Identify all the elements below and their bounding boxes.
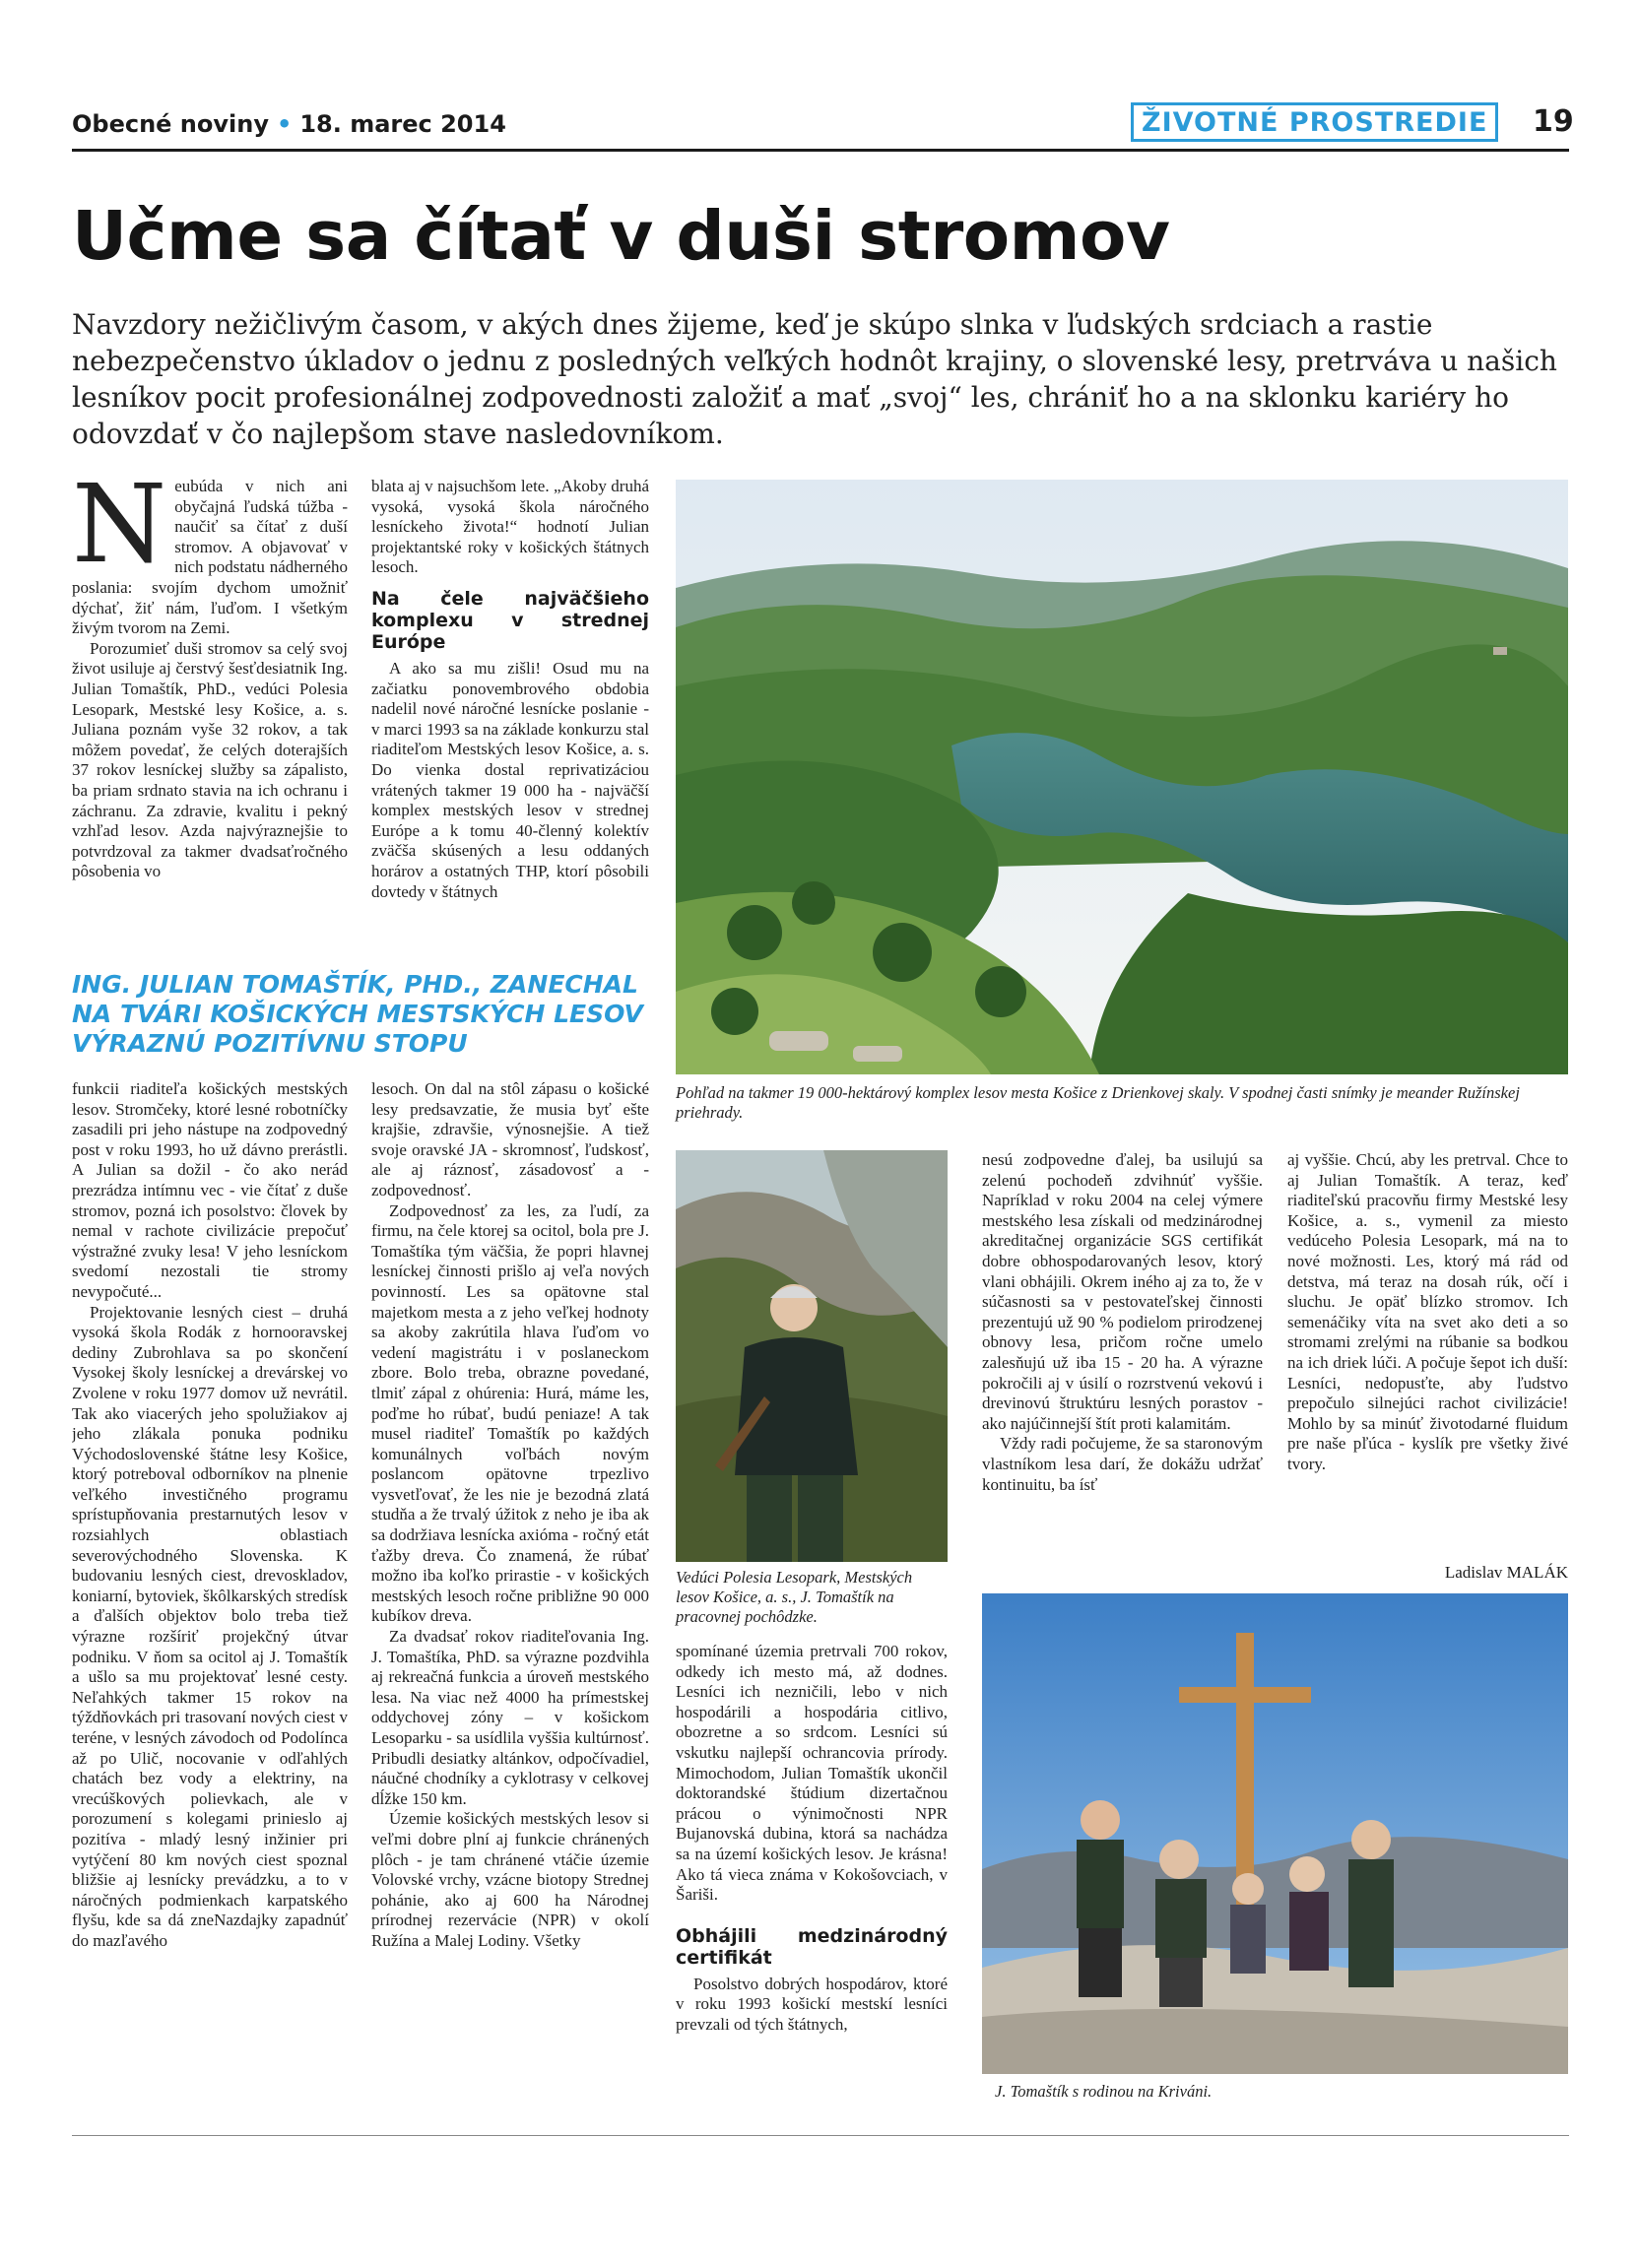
col5-subheading: Obhájili medzinárodný certifikát: [676, 1924, 948, 1969]
forester-photo: [676, 1150, 948, 1562]
author-signature: Ladislav MALÁK: [1444, 1563, 1568, 1582]
column-3: [72, 1079, 348, 2128]
column-6: [982, 1150, 1263, 1584]
publication-name: Obecné noviny: [72, 110, 269, 138]
section-label: ŽIVOTNÉ PROSTREDIE: [1131, 102, 1498, 142]
separator-dot: •: [276, 110, 293, 138]
forest-lake-image: [676, 480, 1568, 1074]
col7-paragraph-1: aj vyššie. Chcú, aby les pretrval. Chce to aj Julian Tomaštík. A teraz, keď riaditeľskú pracovňu firmy Mestské lesy Košice, a. s., vymenil za miesto vedúceho Polesia Lesopark, má na to nové možnosti. Les, ktorý má rád od detstva, má teraz na dosah rúk, očí i sluchu. Je opäť blízko stromov. Ich semenáčiky víta na svet ako deti a so stromami zrelými na rúbanie sa bodkou na ich driek lúči. A počuje šepot ich duší: Lesníci, nedopusťte, aby ľudstvo prepočulo silnejúci rachot civilizácie! Mohlo by sa minúť životodarné fluidum pre naše pľúca - kyslík pre všetky živé tvory.: [1287, 1150, 1568, 1473]
col2-paragraph-1: blata aj v najsuchšom lete. „Akoby druhá vysoká, vysoká škola náročného lesníckeho života!“ hodnotí Julian projektantské roky v košických štátnych lesoch.: [371, 477, 649, 577]
col6-paragraph-1: nesú zodpovedne ďalej, ba usilujú sa zelenú pochodeň zdvihnúť vyššie. Napríklad v roku 2004 na celej výmere mestského lesa získali od medzinárodnej akreditačnej organizácie SGS certifikát dobre obhospodarovaných lesov, ktorý vlani obhájili. Okrem iného aj za to, že v súčasnosti sa v pestovateľskej činnosti prezentujú už 90 % podielom prirodzenej obnovy lesa, pričom ročne umelo zalesňujú už iba 15 - 20 ha. A výrazne pokročili aj v úsilí o rozrstvenú vekovú i drevinovú štruktúru lesných porastov - ako najúčinnejší štít proti kalamitám.: [982, 1150, 1263, 1433]
header-rule: [72, 149, 1569, 152]
col2-subheading: Na čele najväčšieho komplexu v strednej Európe: [371, 587, 649, 653]
column-5: [676, 1642, 948, 2128]
column-7: [1287, 1150, 1568, 1544]
col3-paragraph-1: funkcii riaditeľa košických mestských lesov. Stromčeky, ktoré lesné robotníčky zasadili pri jeho nástupe na zodpovedný post v roku 1993, ho už dávno prerástli. A Julian sa dožil - čo ako nerád prezrádza intímnu vec - vie čítať z duše stromov, pozná ich posolstvo: človek by nemal v rachote civilizácie prepočuť výstražné zvuky lesa! V jeho lesníckom svedomí nezostali tie stromy nevypočuté...: [72, 1079, 348, 1301]
publication-header: [72, 110, 506, 138]
footer-rule: [72, 2135, 1569, 2136]
col4-paragraph-1: lesoch. On dal na stôl zápasu o košické lesy predsavzatie, že musia byť ešte krajšie, zdravšie, výnosnejšie. A tiež svoje oravské JA - skromnosť, ľudskosť, ale aj ráznosť, zásadovosť a - zodpovednosť.: [371, 1079, 649, 1199]
col1-paragraph-1: eubúda v nich ani obyčajná ľudská túžba - naučiť sa čítať z duší stromov. A objavovať v nich podstatu nádherného poslania: svojím dychom umožniť dýchať, žiť nám, ľuďom. I všetkým živým tvorom na Zemi.: [72, 477, 348, 638]
article-headline: Učme sa čítať v duši stromov: [72, 197, 1170, 276]
family-photo-caption: J. Tomaštík s rodinou na Kriváni.: [995, 2082, 1213, 2101]
issue-date: 18. marec 2014: [299, 110, 506, 138]
column-2: [371, 477, 649, 959]
col6-paragraph-2: Vždy radi počujeme, že sa staronovým vlastníkom lesa darí, že dokážu udržať kontinuitu, ba ísť: [982, 1434, 1263, 1494]
col5-paragraph-1: spomínané územia pretrvali 700 rokov, odkedy ich mesto má, až dodnes. Lesníci ich nezničili, lebo v nich hospodárili a hospodária citlivo, obozretne a so srdcom. Lesníci sú vskutku najlepší ochrancovia prírody. Mimochodom, Julian Tomaštík ukončil doktorandské štúdium dizertačnou prácou o výnimočnosti NPR Bujanovská dubina, ktorá sa nachádza sa na území košických lesov. Je krásna! Ako tá vieca známa v Kokošovciach, v Šariši.: [676, 1642, 948, 1905]
col3-paragraph-2: Projektovanie lesných ciest – druhá vysoká škola Rodák z hornooravskej dediny Zubrohlava sa po skončení Vysokej školy lesníckej a drevárskej vo Zvolene v roku 1977 domov už nevrátil. Tak ako viacerých jeho spolužiakov aj jeho zlákala ponuka podniku Východoslovenské štátne lesy Košice, ktorý potreboval odborníkov na plnenie veľkého investičného programu sprístupňovania prestarnutých lesov v rozsiahlych oblastiach severovýchodného Slovenska. K budovaniu lesných ciest, drevoskladov, koniarní, bytoviek, škôlkarských stredísk a ďalších objektov bolo treba tiež výrazne rozšíriť projekčný útvar podniku. V ňom sa ocitol aj J. Tomaštík a ušlo sa mu projektovať lesné cesty. Neľahkých takmer 15 rokov na týždňovkách pri trasovaní nových ciest v teréne, v lesných závodoch od Podolínca až po Ulič, nocovanie v odľahlých chatách bez vody a elektriny, na vrecúškových polievkach, ale v porozumení s kolegami prinieslo aj pozitíva - mladý lesný inžinier pri vytýčení 80 km nových ciest spoznal bližšie aj lesnícky prevádzku, a to v náročných podmienkach karpatského flyšu, kde sa dá zneNazdajky zapadnúť do mazľavého: [72, 1302, 348, 1950]
col4-paragraph-3: Za dvadsať rokov riaditeľovania Ing. J. Tomaštíka, PhD. sa výrazne pozdvihla aj rekreačná funkcia a úroveň mestského lesa. Na viac než 4000 ha prímestskej oddychovej zóny – v košickom Lesoparku - sa usídlila vyššia kultúrnosť. Pribudli desiatky altánkov, odpočívadiel, náučné chodníky a cyklotrasy v celkovej dĺžke 150 km.: [371, 1627, 649, 1808]
forester-image: [676, 1150, 948, 1562]
forester-photo-caption: Vedúci Polesia Lesopark, Mestských lesov Košice, a. s., J. Tomaštík na pracovnej pochôdzke.: [676, 1568, 913, 1626]
col4-paragraph-4: Územie košických mestských lesov si veľmi dobre plní aj funkcie chránených plôch - je tam chránené vtáčie územie Volovské vrchy, vzácne biotopy Strednej pohánie, ako aj 600 ha Národnej prírodnej rezervácie (NPR) v okolí Ružína a Malej Lodiny. Všetky: [371, 1809, 649, 1950]
col1-paragraph-2: Porozumieť duši stromov sa celý svoj život usiluje aj čerstvý šesťdesiatnik Ing. Julian Tomaštík, PhD., vedúci Polesia Lesopark, Mestské lesy Košice, a. s. Juliana poznám vyše 32 rokov, a tak môžem povedať, že celých doterajších 37 rokov lesníckej služby sa zápalisto, ba priam srdnato stavia na ich ochranu i záchranu. Za zdravie, kvalitu i pekný vzhľad lesov. Azda najvýraznejšie to potvrdzoval za takmer dvadsaťročného pôsobenia vo: [72, 638, 348, 881]
col4-paragraph-2: Zodpovednosť za les, za ľudí, za firmu, na čele ktorej sa ocitol, bola pre J. Tomaštíka tým väčšia, že popri hlavnej lesníckej činnosti prišlo aj veľa nových povinností. Les sa opätovne stal majetkom mesta a z jeho veľkej hodnoty sa akoby zakrútila hlava ľuďom vo vedení magistrátu i v poslaneckom zbore. Bolo treba, obrazne povedané, tlmiť zápal z ohúrenia: Hurá, máme les, poďme ho rúbať, budú peniaze! A tak musel riaditeľ Tomaštík po každých komunálnych voľbách novým poslancom opätovne trpezlivo vysvetľovať, že les nie je bezodná zlatá studňa a že trvalý úžitok z neho je iba ak sa dodržiava lesnícka axióma - ročný etát ťažby dreva. Čo znamená, že rúbať možno iba koľko prirastie - v košických mestských lesoch ročne približne 90 000 kubíkov dreva.: [371, 1200, 649, 1626]
landscape-photo-caption: Pohľad na takmer 19 000-hektárový komplex lesov mesta Košice z Drienkovej skaly. V spodnej časti snímky je meander Ružínskej priehrady.: [676, 1083, 1520, 1122]
column-4: [371, 1079, 649, 2128]
family-summit-image: [982, 1593, 1568, 2074]
page-number: 19: [1533, 104, 1574, 139]
pull-quote: ING. JULIAN TOMAŠTÍK, PHD., ZANECHAL NA TVÁRI KOŠICKÝCH MESTSKÝCH LESOV VÝRAZNÚ POZITÍVNU STOPU: [72, 970, 643, 1058]
col2-paragraph-2: A ako sa mu zišli! Osud mu na začiatku ponovembrového obdobia nadelil nové náročné lesnícke poslanie - v marci 1993 sa na základe konkurzu stal riaditeľom Mestských lesov Košice, a. s. Do vienka dostal reprivatizáciou vrátených takmer 19 000 ha - najväčší komplex mestských lesov v strednej Európe a k tomu 40-členný kolektív zväčša skúsených a lesu oddaných horárov a ostatných THP, ktorí pôsobili dovtedy v štátnych: [371, 658, 649, 901]
column-1: [72, 477, 348, 959]
col5-paragraph-2: Posolstvo dobrých hospodárov, ktoré v roku 1993 košickí mestskí lesníci prevzali od tých štátnych,: [676, 1974, 948, 2034]
article-lead: Navzdory nežičlivým časom, v akých dnes žijeme, keď je skúpo slnka v ľudských srdciach a rastie nebezpečenstvo úkladov o jednu z posledných veľkých hodnôt krajiny, o slovenské lesy, pretrváva u našich lesníkov pocit profesionálnej zodpovednosti založiť a mať „svoj“ les, chrániť ho a na sklonku kariéry ho odovzdať v čo najlepšom stave nasledovníkom.: [72, 308, 1557, 450]
drop-cap: N: [72, 477, 167, 587]
family-photo: [982, 1593, 1568, 2074]
landscape-photo: [676, 480, 1568, 1074]
